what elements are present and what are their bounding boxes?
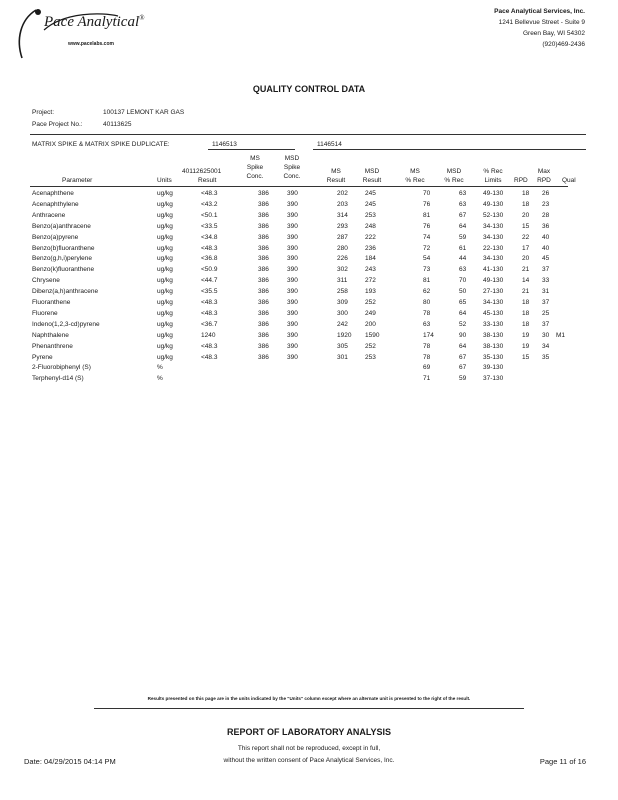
cell-msd-rec: 64	[459, 222, 467, 230]
cell-result: <48.3	[201, 342, 218, 350]
cell-rec-limits: 49-130	[483, 200, 504, 208]
pace-logo-text: Pace Analytical®	[44, 14, 145, 30]
cell-ms-rec: 54	[423, 255, 431, 263]
cell-ms-spike: 386	[258, 342, 269, 350]
lab-phone: (920)469-2436	[542, 41, 585, 48]
cell-result: <43.2	[201, 200, 218, 208]
cell-ms-rec: 73	[423, 266, 431, 274]
cell-ms-spike: 386	[258, 255, 269, 263]
cell-rec-limits: 39-130	[483, 364, 504, 372]
cell-result: <50.9	[201, 266, 218, 274]
cell-qual: M1	[556, 331, 566, 339]
cell-units: ug/kg	[157, 222, 173, 230]
cell-msd-spike: 390	[287, 200, 298, 208]
cell-ms-result: 202	[337, 190, 348, 197]
cell-ms-rec: 71	[423, 375, 431, 383]
cell-parameter: Acenaphthene	[32, 190, 74, 197]
cell-msd-spike: 390	[287, 299, 298, 306]
cell-ms-rec: 76	[423, 200, 431, 208]
cell-ms-spike: 386	[258, 331, 269, 339]
cell-msd-spike: 390	[287, 190, 298, 197]
cell-msd-spike: 390	[287, 320, 298, 328]
units-note: Results presented on this page are in the units indicated by the "Units" column except where an alternate unit is presented to the right of the result.	[147, 696, 471, 701]
project-value: 100137 LEMONT KAR GAS	[103, 109, 185, 116]
cell-msd-rec: 63	[459, 190, 467, 197]
cell-ms-result: 311	[337, 277, 348, 285]
col-ms-result: MS Result	[326, 168, 346, 184]
cell-msd-result: 1590	[365, 331, 380, 339]
col-ms-rec: MS % Rec	[405, 168, 425, 184]
cell-rpd: 15	[522, 353, 530, 361]
cell-units: ug/kg	[157, 211, 173, 219]
cell-ms-spike: 386	[258, 299, 269, 306]
cell-ms-rec: 78	[423, 342, 431, 350]
cell-result: <48.3	[201, 353, 218, 361]
cell-ms-spike: 386	[258, 288, 269, 296]
cell-msd-rec: 67	[459, 353, 467, 361]
cell-msd-result: 200	[365, 320, 376, 328]
page-number: Page 11 of 16	[539, 757, 586, 766]
cell-max-rpd: 35	[542, 353, 550, 361]
cell-rec-limits: 52-130	[483, 211, 504, 219]
cell-units: ug/kg	[157, 200, 173, 208]
cell-parameter: Benzo(g,h,i)perylene	[32, 255, 92, 263]
cell-rec-limits: 34-130	[483, 255, 504, 263]
cell-max-rpd: 31	[542, 288, 550, 296]
cell-units: ug/kg	[157, 353, 173, 361]
cell-rpd: 17	[522, 244, 530, 252]
lab-city: Green Bay, WI 54302	[522, 30, 585, 37]
cell-ms-spike: 386	[258, 211, 269, 219]
ms-msd-line: MATRIX SPIKE & MATRIX SPIKE DUPLICATE: 1146513 1146514	[32, 141, 342, 148]
cell-rpd: 20	[522, 211, 530, 219]
cell-rpd: 21	[522, 288, 530, 296]
cell-ms-spike: 386	[258, 266, 269, 274]
header-divider	[30, 186, 568, 187]
cell-rec-limits: 22-130	[483, 244, 504, 252]
cell-max-rpd: 30	[542, 331, 550, 339]
cell-rec-limits: 45-130	[483, 309, 504, 317]
col-msd-rec: MSD % Rec	[444, 168, 464, 184]
cell-parameter: Naphthalene	[32, 331, 69, 339]
cell-rpd: 19	[522, 331, 530, 339]
cell-max-rpd: 45	[542, 255, 550, 263]
cell-ms-result: 302	[337, 266, 348, 274]
cell-rec-limits: 41-130	[483, 266, 504, 274]
cell-ms-rec: 70	[423, 190, 431, 197]
cell-ms-rec: 69	[423, 364, 431, 372]
cell-units: ug/kg	[157, 244, 173, 252]
col-msd-result: MSD Result	[362, 168, 382, 184]
cell-max-rpd: 28	[542, 211, 550, 219]
cell-rpd: 20	[522, 255, 530, 263]
col-rpd: RPD	[514, 177, 528, 184]
cell-result: <44.7	[201, 277, 218, 285]
cell-parameter: Pyrene	[32, 353, 53, 361]
cell-msd-spike: 390	[287, 211, 298, 219]
report-date: Date: 04/29/2015 04:14 PM	[24, 757, 116, 766]
cell-msd-spike: 390	[287, 222, 298, 230]
lab-street: 1241 Bellevue Street - Suite 9	[498, 19, 585, 26]
cell-msd-rec: 90	[459, 331, 467, 339]
cell-units: ug/kg	[157, 190, 173, 197]
pace-project-label: Pace Project No.:	[32, 121, 83, 128]
cell-msd-spike: 390	[287, 342, 298, 350]
page-title: QUALITY CONTROL DATA	[252, 84, 366, 94]
cell-msd-rec: 70	[459, 277, 467, 285]
cell-parameter: Indeno(1,2,3-cd)pyrene	[32, 320, 100, 328]
cell-msd-spike: 390	[287, 331, 298, 339]
pace-project-value: 40113625	[103, 121, 132, 128]
cell-ms-result: 203	[337, 200, 348, 208]
cell-units: ug/kg	[157, 255, 173, 263]
cell-parameter: 2-Fluorobiphenyl (S)	[32, 364, 91, 372]
cell-rec-limits: 38-130	[483, 342, 504, 350]
cell-result: <48.3	[201, 190, 218, 197]
cell-units: %	[157, 375, 163, 383]
cell-result: <36.8	[201, 255, 218, 263]
cell-ms-spike: 386	[258, 222, 269, 230]
cell-msd-result: 253	[365, 353, 376, 361]
cell-ms-spike: 386	[258, 277, 269, 285]
ms-underline	[208, 149, 295, 150]
col-sample-id: 40112625001	[182, 168, 222, 175]
cell-rec-limits: 34-130	[483, 299, 504, 306]
cell-units: ug/kg	[157, 266, 173, 274]
cell-msd-result: 245	[365, 200, 376, 208]
col-ms-spike: MS Spike Conc.	[246, 155, 264, 180]
cell-units: ug/kg	[157, 233, 173, 241]
cell-rpd: 18	[522, 309, 530, 317]
pace-logo-url: www.pacelabs.com	[68, 41, 114, 47]
cell-rpd: 22	[522, 233, 530, 241]
cell-ms-spike: 386	[258, 233, 269, 241]
cell-result: 1240	[201, 331, 216, 339]
cell-msd-result: 222	[365, 233, 376, 241]
cell-ms-result: 300	[337, 309, 348, 317]
cell-units: %	[157, 364, 163, 372]
cell-max-rpd: 40	[542, 233, 550, 241]
cell-msd-result: 252	[365, 299, 376, 306]
cell-max-rpd: 36	[542, 222, 550, 230]
col-result: Result	[198, 177, 217, 184]
cell-rpd: 19	[522, 342, 530, 350]
cell-ms-rec: 63	[423, 320, 431, 328]
cell-msd-result: 252	[365, 342, 376, 350]
project-label: Project:	[32, 109, 55, 116]
cell-msd-spike: 390	[287, 255, 298, 263]
lab-name: Pace Analytical Services, Inc.	[494, 8, 585, 15]
cell-max-rpd: 25	[542, 309, 550, 317]
cell-msd-spike: 390	[287, 244, 298, 252]
col-qual: Qual	[562, 177, 576, 184]
cell-rpd: 15	[522, 222, 530, 230]
cell-msd-spike: 390	[287, 233, 298, 241]
cell-msd-rec: 59	[459, 375, 467, 383]
cell-max-rpd: 37	[542, 266, 550, 274]
col-rec-limits: % Rec Limits	[483, 168, 503, 184]
cell-result: <33.5	[201, 222, 218, 230]
cell-msd-result: 249	[365, 309, 376, 317]
cell-max-rpd: 40	[542, 244, 550, 252]
cell-msd-rec: 61	[459, 244, 467, 252]
cell-rec-limits: 34-130	[483, 222, 504, 230]
cell-parameter: Acenaphthylene	[32, 200, 79, 208]
cell-rpd: 18	[522, 299, 530, 306]
cell-ms-result: 258	[337, 288, 348, 296]
cell-ms-rec: 72	[423, 244, 431, 252]
cell-rpd: 21	[522, 266, 530, 274]
cell-parameter: Terphenyl-d14 (S)	[32, 375, 84, 383]
cell-ms-rec: 74	[423, 233, 431, 241]
cell-ms-spike: 386	[258, 309, 269, 317]
cell-msd-result: 248	[365, 222, 376, 230]
cell-result: <48.3	[201, 309, 218, 317]
cell-msd-rec: 63	[459, 266, 467, 274]
cell-max-rpd: 33	[542, 277, 550, 285]
cell-rpd: 18	[522, 190, 530, 197]
cell-max-rpd: 37	[542, 299, 550, 306]
cell-rec-limits: 34-130	[483, 233, 504, 241]
cell-parameter: Anthracene	[32, 211, 66, 219]
cell-max-rpd: 34	[542, 342, 550, 350]
footer-divider	[94, 708, 524, 709]
cell-ms-spike: 386	[258, 200, 269, 208]
cell-ms-rec: 174	[423, 331, 434, 339]
cell-ms-rec: 78	[423, 309, 431, 317]
cell-result: <48.3	[201, 299, 218, 306]
cell-msd-result: 253	[365, 211, 376, 219]
cell-ms-spike: 386	[258, 353, 269, 361]
cell-rec-limits: 33-130	[483, 320, 504, 328]
cell-ms-spike: 386	[258, 244, 269, 252]
cell-units: ug/kg	[157, 320, 173, 328]
cell-ms-spike: 386	[258, 320, 269, 328]
cell-ms-rec: 81	[423, 277, 431, 285]
cell-msd-rec: 52	[459, 320, 467, 328]
cell-ms-rec: 78	[423, 353, 431, 361]
cell-units: ug/kg	[157, 331, 173, 339]
cell-units: ug/kg	[157, 277, 173, 285]
cell-parameter: Benzo(a)anthracene	[32, 222, 91, 230]
cell-result: <35.5	[201, 288, 218, 296]
cell-ms-rec: 76	[423, 222, 431, 230]
cell-ms-rec: 81	[423, 211, 431, 219]
cell-ms-rec: 62	[423, 288, 431, 296]
cell-parameter: Benzo(a)pyrene	[32, 233, 79, 241]
cell-parameter: Benzo(b)fluoranthene	[32, 244, 95, 252]
cell-msd-spike: 390	[287, 309, 298, 317]
cell-rec-limits: 49-130	[483, 277, 504, 285]
cell-msd-rec: 65	[459, 299, 467, 306]
col-units: Units	[157, 177, 172, 184]
cell-ms-rec: 80	[423, 299, 431, 306]
cell-ms-result: 305	[337, 342, 348, 350]
cell-msd-spike: 390	[287, 277, 298, 285]
cell-msd-rec: 67	[459, 211, 467, 219]
cell-units: ug/kg	[157, 299, 173, 306]
cell-units: ug/kg	[157, 288, 173, 296]
cell-result: <50.1	[201, 211, 218, 219]
col-msd-spike: MSD Spike Conc.	[283, 155, 301, 180]
cell-ms-result: 293	[337, 222, 348, 230]
cell-ms-result: 226	[337, 255, 348, 263]
cell-ms-result: 314	[337, 211, 348, 219]
cell-parameter: Benzo(k)fluoranthene	[32, 266, 95, 274]
col-max-rpd: Max RPD	[537, 168, 551, 184]
cell-units: ug/kg	[157, 309, 173, 317]
cell-rpd: 14	[522, 277, 530, 285]
cell-parameter: Fluorene	[32, 309, 58, 317]
cell-max-rpd: 37	[542, 320, 550, 328]
cell-max-rpd: 23	[542, 200, 550, 208]
cell-rec-limits: 38-130	[483, 331, 504, 339]
cell-msd-spike: 390	[287, 353, 298, 361]
cell-ms-result: 280	[337, 244, 348, 252]
cell-parameter: Chrysene	[32, 277, 60, 285]
cell-msd-result: 184	[365, 255, 376, 263]
cell-result: <36.7	[201, 320, 218, 328]
cell-ms-result: 301	[337, 353, 348, 361]
cell-parameter: Phenanthrene	[32, 342, 73, 350]
cell-msd-result: 193	[365, 288, 376, 296]
cell-msd-spike: 390	[287, 288, 298, 296]
repro-note-1: This report shall not be reproduced, except in full,	[237, 745, 381, 752]
cell-msd-result: 272	[365, 277, 376, 285]
col-parameter: Parameter	[62, 177, 93, 184]
cell-msd-rec: 50	[459, 288, 467, 296]
divider	[30, 134, 586, 135]
cell-msd-rec: 64	[459, 342, 467, 350]
cell-result: <48.3	[201, 244, 218, 252]
cell-ms-result: 1920	[337, 331, 352, 339]
cell-msd-rec: 44	[459, 255, 467, 263]
cell-rpd: 18	[522, 200, 530, 208]
cell-ms-result: 242	[337, 320, 348, 328]
cell-max-rpd: 26	[542, 190, 550, 197]
cell-ms-result: 287	[337, 233, 348, 241]
cell-msd-result: 245	[365, 190, 376, 197]
cell-rec-limits: 49-130	[483, 190, 504, 197]
repro-note-2: without the written consent of Pace Analytical Services, Inc.	[223, 757, 395, 764]
cell-msd-rec: 63	[459, 200, 467, 208]
cell-rpd: 18	[522, 320, 530, 328]
cell-ms-result: 309	[337, 299, 348, 306]
cell-parameter: Dibenz(a,h)anthracene	[32, 288, 99, 296]
report-title: REPORT OF LABORATORY ANALYSIS	[226, 727, 392, 737]
cell-rec-limits: 37-130	[483, 375, 504, 383]
cell-rec-limits: 27-130	[483, 288, 504, 296]
cell-units: ug/kg	[157, 342, 173, 350]
cell-msd-rec: 67	[459, 364, 467, 372]
cell-parameter: Fluoranthene	[32, 299, 71, 306]
cell-ms-spike: 386	[258, 190, 269, 197]
cell-msd-spike: 390	[287, 266, 298, 274]
cell-result: <34.8	[201, 233, 218, 241]
cell-msd-rec: 59	[459, 233, 467, 241]
cell-msd-rec: 64	[459, 309, 467, 317]
cell-rec-limits: 35-130	[483, 353, 504, 361]
cell-msd-result: 236	[365, 244, 376, 252]
cell-msd-result: 243	[365, 266, 376, 274]
msd-underline	[313, 149, 586, 150]
